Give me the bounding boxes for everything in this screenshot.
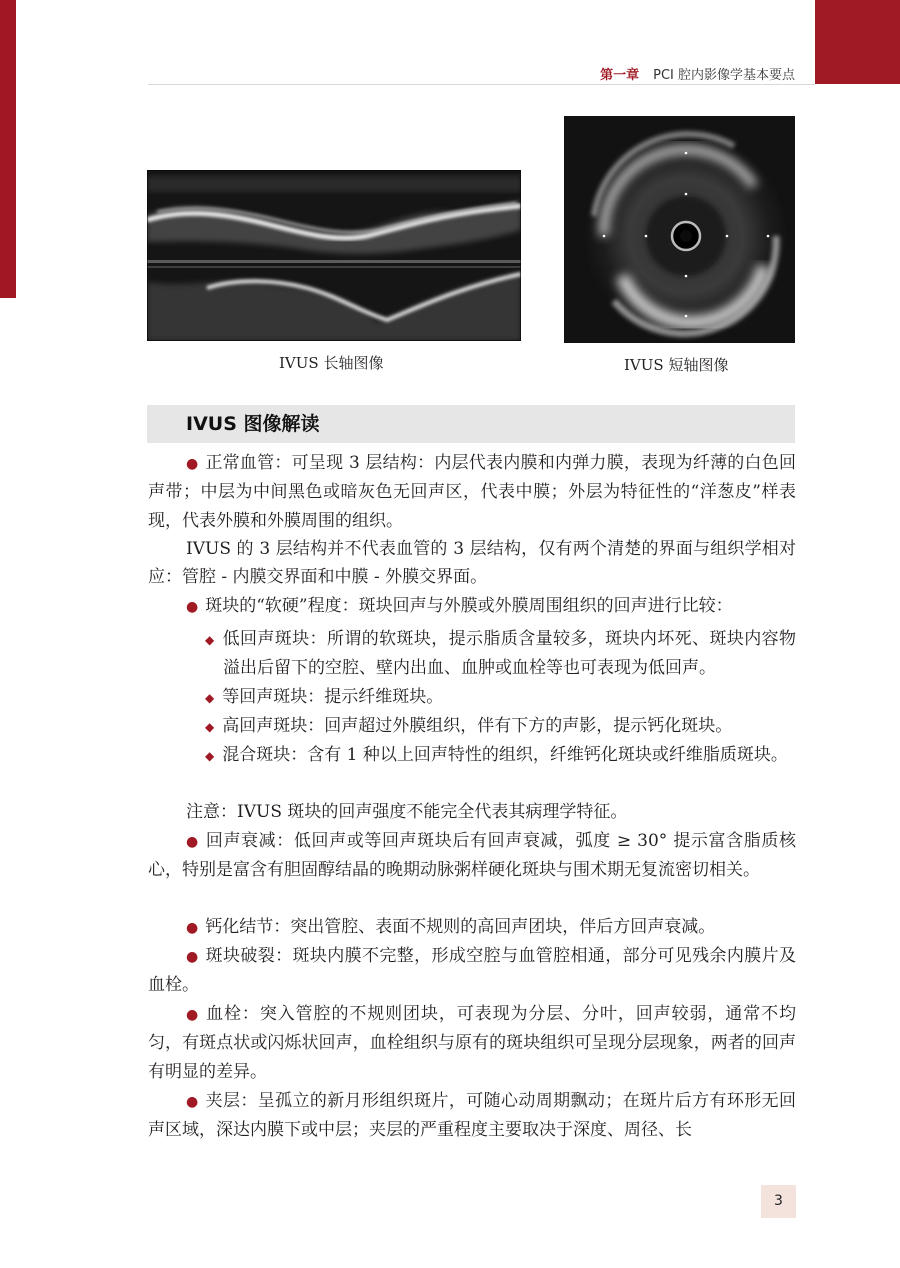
bullet-dot-icon: ● [186, 1007, 200, 1023]
diamond-bullet-icon: ◆ [205, 749, 215, 763]
paragraph-calcified-nodule: ● 钙化结节：突出管腔、表面不规则的高回声团块，伴后方回声衰减。 [186, 917, 716, 937]
left-accent-bar [0, 0, 16, 298]
header-rule [148, 84, 815, 85]
diamond-bullet-icon: ◆ [205, 691, 215, 705]
paragraph-normal-vessel: ● 正常血管：可呈现 3 层结构：内层代表内膜和内弹力膜，表现为纤薄的白色回声带；中层为中间黑色或暗灰色无回声区，代表中膜；外层为特征性的“洋葱皮”样表现，代表外膜和外膜周围的组织。 [148, 453, 796, 531]
diamond-bullet-icon: ◆ [205, 633, 215, 647]
item-mixed-plaque: ◆ 混合斑块：含有 1 种以上回声特性的组织，纤维钙化斑块或纤维脂质斑块。 [205, 745, 788, 765]
paragraph-three-layers: IVUS 的 3 层结构并不代表血管的 3 层结构，仅有两个清楚的界面与组织学相对应：管腔 - 内膜交界面和中膜 - 外膜交界面。 [148, 539, 796, 588]
item-low-echo-plaque: ◆ 低回声斑块：所谓的软斑块，提示脂质含量较多，斑块内坏死、斑块内容物溢出后留下的空腔、壁内出血、血肿或血栓等也可表现为低回声。 [205, 629, 797, 679]
bullet-dot-icon: ● [186, 920, 199, 936]
diamond-bullet-icon: ◆ [205, 720, 215, 734]
running-header [600, 64, 795, 83]
long-axis-caption: IVUS 长轴图像 [279, 354, 384, 372]
item-iso-echo-plaque: ◆ 等回声斑块：提示纤维斑块。 [205, 687, 444, 707]
chapter-title: PCI 腔内影像学基本要点 [653, 68, 795, 83]
paragraph-plaque-hardness: ● 斑块的“软硬”程度：斑块回声与外膜或外膜周围组织的回声进行比较： [186, 596, 733, 616]
bullet-dot-icon: ● [186, 1094, 199, 1110]
item-high-echo-plaque: ◆ 高回声斑块：回声超过外膜组织，伴有下方的声影，提示钙化斑块。 [205, 716, 733, 736]
paragraph-dissection: ● 夹层：呈孤立的新月形组织斑片，可随心动周期飘动；在斑片后方有环形无回声区域，深达内膜下或中层；夹层的严重程度主要取决于深度、周径、长 [148, 1091, 796, 1141]
page-number: 3 [774, 1193, 783, 1209]
paragraph-attenuation: ● 回声衰减：低回声或等回声斑块后有回声衰减，弧度 ≥ 30° 提示富含脂质核心，特别是富含有胆固醇结晶的晚期动脉粥样硬化斑块与围术期无复流密切相关。 [148, 831, 796, 881]
bullet-dot-icon: ● [186, 949, 199, 965]
paragraph-thrombus: ● 血栓：突入管腔的不规则团块，可表现为分层、分叶，回声较弱，通常不均匀，有斑点状或闪烁状回声，血栓组织与原有的斑块组织可呈现分层现象，两者的回声有明显的差异。 [148, 1004, 797, 1082]
chapter-label: 第一章 [600, 68, 640, 83]
bullet-dot-icon: ● [186, 834, 199, 850]
bullet-dot-icon: ● [186, 599, 199, 615]
ivus-long-axis-image [147, 170, 521, 341]
bullet-dot-icon: ● [186, 456, 199, 472]
section-title: IVUS 图像解读 [186, 413, 320, 435]
corner-tab [815, 0, 900, 84]
paragraph-note: 注意：IVUS 斑块的回声强度不能完全代表其病理学特征。 [186, 802, 628, 822]
paragraph-plaque-rupture: ● 斑块破裂：斑块内膜不完整，形成空腔与血管腔相通，部分可见残余内膜片及血栓。 [148, 946, 796, 996]
short-axis-caption: IVUS 短轴图像 [624, 356, 729, 374]
ivus-short-axis-image [564, 116, 795, 343]
